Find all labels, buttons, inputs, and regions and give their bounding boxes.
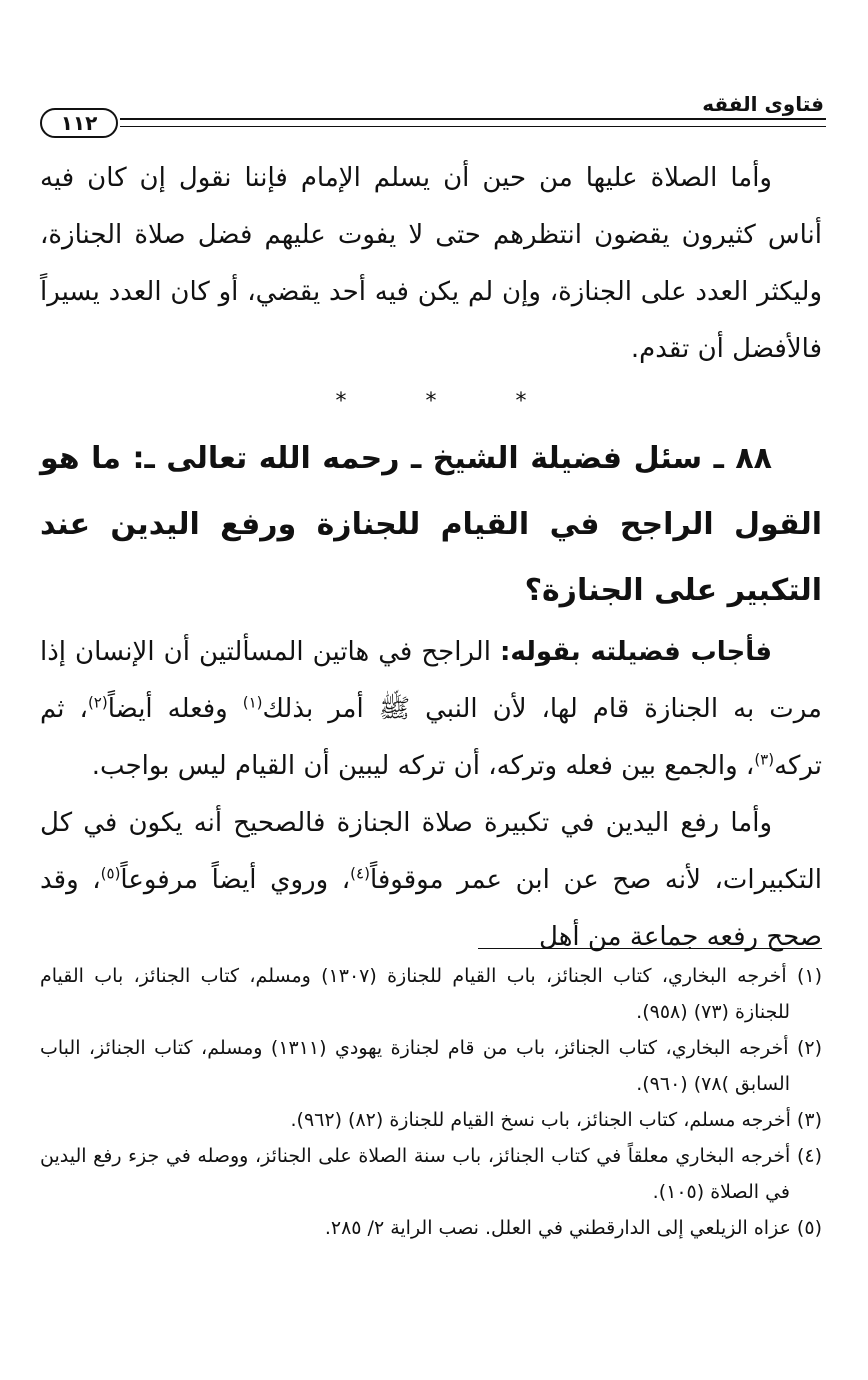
footnote-1: (١) أخرجه البخاري، كتاب الجنائز، باب القيام للجنازة (١٣٠٧) ومسلم، كتاب الجنائز، باب القيام للجنازة (٧٣) (٩٥٨). bbox=[40, 965, 822, 1023]
footnote-3: (٣) أخرجه مسلم، كتاب الجنائز، باب نسخ القيام للجنازة (٨٢) (٩٦٢). bbox=[290, 1109, 822, 1131]
main-text bbox=[40, 150, 822, 966]
book-title: فتاوى الفقه bbox=[702, 92, 824, 116]
question-heading: ٨٨ ـ سئل فضيلة الشيخ ـ رحمه الله تعالى ـ: ما هو القول الراجح في القيام للجنازة ورفع اليدين عند التكبير على الجنازة؟ bbox=[40, 441, 822, 608]
footnote-ref-4[interactable]: (٤) bbox=[350, 864, 370, 883]
footnote-ref-3[interactable]: (٣) bbox=[754, 750, 775, 769]
footnote-ref-2[interactable]: (٢) bbox=[87, 693, 108, 712]
footnote-ref-1[interactable]: (١) bbox=[242, 693, 263, 712]
p3-text-3: ، وقد صحح رفعه جماعة من أهل bbox=[40, 865, 822, 952]
p3-text-2: ، وروي أيضاً مرفوعاً bbox=[120, 865, 351, 895]
footnote-separator bbox=[478, 948, 822, 949]
section-separator: * * * bbox=[335, 389, 563, 414]
answer-paragraph bbox=[40, 624, 822, 795]
p3-text-1: وأما رفع اليدين في تكبيرة صلاة الجنازة فالصحيح أنه يكون في كل التكبيرات، لأنه صح عن ابن عمر موقوفاً bbox=[40, 808, 822, 895]
footnote-4: (٤) أخرجه البخاري معلقاً في كتاب الجنائز، باب سنة الصلاة على الجنائز، ووصله في جزء رفع اليدين في الصلاة (١٠٥). bbox=[40, 1145, 822, 1203]
answer-text-1: الراجح في هاتين المسألتين أن الإنسان إذا مرت به الجنازة قام لها، لأن النبي ﷺ أمر بذلك bbox=[40, 637, 822, 724]
footnotes bbox=[40, 958, 822, 1246]
paragraph-3 bbox=[40, 795, 822, 966]
running-head bbox=[0, 92, 868, 135]
answer-lead: فأجاب فضيلته بقوله: bbox=[499, 637, 772, 667]
header-rule bbox=[120, 118, 826, 127]
footnote-ref-5[interactable]: (٥) bbox=[100, 864, 121, 883]
page-number: ١١٢ bbox=[40, 108, 118, 138]
footnote-2: (٢) أخرجه البخاري، كتاب الجنائز، باب من قام لجنازة يهودي (١٣١١) ومسلم، كتاب الجنائز، الباب السابق )٧٨) (٩٦٠). bbox=[40, 1037, 823, 1095]
answer-text-4: ، والجمع بين فعله وتركه، أن تركه ليبين أن القيام ليس بواجب. bbox=[91, 751, 755, 781]
answer-text-3: ، ثم تركه bbox=[40, 694, 822, 781]
footnote-5: (٥) عزاه الزيلعي إلى الدارقطني في العلل. نصب الراية ٢/ ٢٨٥. bbox=[324, 1217, 822, 1239]
answer-text-2: وفعله أيضاً bbox=[107, 694, 243, 724]
paragraph-1: وأما الصلاة عليها من حين أن يسلم الإمام فإننا نقول إن كان فيه أناس كثيرون يقضون انتظرهم حتى لا يفوت عليهم فضل صلاة الجنازة، وليكثر العدد على الجنازة، وإن لم يكن فيه أحد يقضي، أو كان العدد يسيراً فالأفضل أن تقدم. bbox=[40, 163, 822, 364]
